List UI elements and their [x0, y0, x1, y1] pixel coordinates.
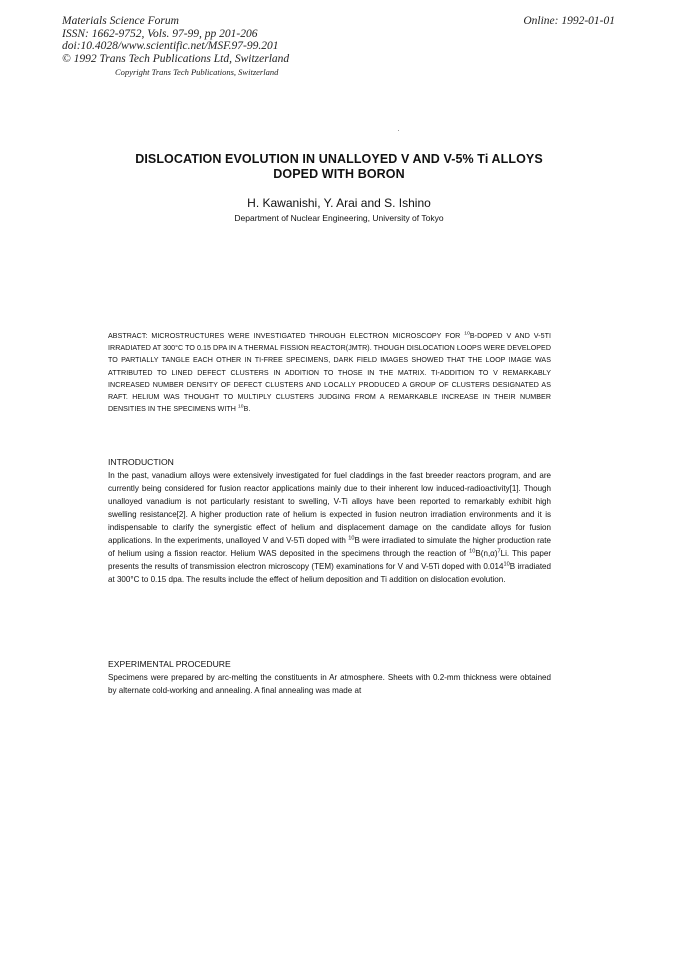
superscript: 10 [464, 331, 470, 337]
affiliation: Department of Nuclear Engineering, University of Tokyo [234, 213, 444, 223]
title-line-2: DOPED WITH BORON [273, 167, 405, 181]
superscript: 10 [237, 404, 244, 410]
journal-name: Materials Science Forum [62, 15, 179, 27]
abstract-text: B-DOPED V AND V-5TI IRRADIATED AT 300°C TO 0.15 DPA IN A THERMAL FISSION REACTOR(JMTR). THOUGH DISLOCATION LOOPS WERE DEVELOPED TO PARTIALLY TANGLE EACH OTHER IN TI-FREE SPECIMENS, DARK FIELD IMAGES SHOWED THAT THE LOOP IMAGE WAS ATTRIBUTED TO LINED DEFECT CLUSTERS IN ADDITION TO THOSE IN THE MATRIX. TI-ADDITION TO V REMARKABLY INCREASED NUMBER DENSITY OF DEFECT CLUSTERS AND LOCALLY PRODUCED A GROUP OF CLUSTERS DESIGNATED AS RAFT. HELIUM WAS THOUGHT TO MULTIPLY CLUSTERS JUDGING FROM A REMARKABLE INCREASE IN THEIR NUMBER DENSITIES IN THE SPECIMENS WITH [108, 332, 551, 414]
abstract-text: ABSTRACT: MICROSTRUCTURES WERE INVESTIGATED THROUGH ELECTRON MICROSCOPY FOR [108, 332, 465, 340]
superscript: 10 [503, 561, 510, 568]
paragraph-text: B(n,α) [475, 549, 498, 559]
copyright-notice: Copyright Trans Tech Publications, Switzerland [115, 67, 279, 77]
superscript: 7 [497, 548, 501, 555]
online-date: Online: 1992-01-01 [523, 15, 615, 27]
doi-line: doi:10.4028/www.scientific.net/MSF.97-99.201 [62, 40, 279, 52]
abstract-text: B. [243, 405, 251, 414]
superscript: 10 [348, 535, 355, 542]
title-line-1: DISLOCATION EVOLUTION IN UNALLOYED V AND V-5% Ti ALLOYS [135, 152, 543, 166]
paragraph-text: B irradiated at 300°C to 0.15 dpa. The results include the effect of helium deposition and Ti addition on dislocation evolution. [108, 562, 551, 585]
paragraph-text: Li. This paper presents the results of transmission electron microscopy (TEM) examinations for V and V-5Ti doped with 0.014 [108, 549, 552, 572]
experimental-heading: EXPERIMENTAL PROCEDURE [108, 659, 231, 669]
experimental-paragraph: Specimens were prepared by arc-melting the constituents in Ar atmosphere. Sheets with 0.2-mm thickness were obtained by alternate cold-working and annealing. A final annealing was made at [108, 673, 551, 696]
introduction-heading: INTRODUCTION [108, 457, 174, 467]
paper-title [90, 152, 588, 182]
speck-mark [398, 130, 399, 131]
introduction-paragraph [108, 469, 551, 586]
abstract [108, 330, 551, 415]
superscript: 10 [469, 548, 476, 555]
paragraph-text: In the past, vanadium alloys were extensively investigated for fuel claddings in the fast breeder reactors program, and are currently being considered for fusion reactor applications mainly due to their inherent low induced-radioactivity[1]. Though unalloyed vanadium is not particularly resistant to swelling, V-Ti alloys have been reported to remarkably exhibit high swelling resistance[2]. A higher production rate of helium is expected in fusion neutron irradiation environments and it is indispensable to clarify the synergistic effect of helium and displacement damage on the candidate alloys for fusion applications. In the experiments, unalloyed V and V-5Ti doped with [108, 471, 551, 546]
copyright-line: © 1992 Trans Tech Publications Ltd, Switzerland [62, 52, 290, 65]
authors: H. Kawanishi, Y. Arai and S. Ishino [247, 196, 431, 210]
paragraph-text: B were irradiated to simulate the higher production rate of helium using a fission reactor. Helium WAS deposited in the specimens through the reaction of [108, 536, 551, 559]
journal-header [62, 15, 289, 65]
issn-line: ISSN: 1662-9752, Vols. 97-99, pp 201-206 [62, 27, 258, 40]
